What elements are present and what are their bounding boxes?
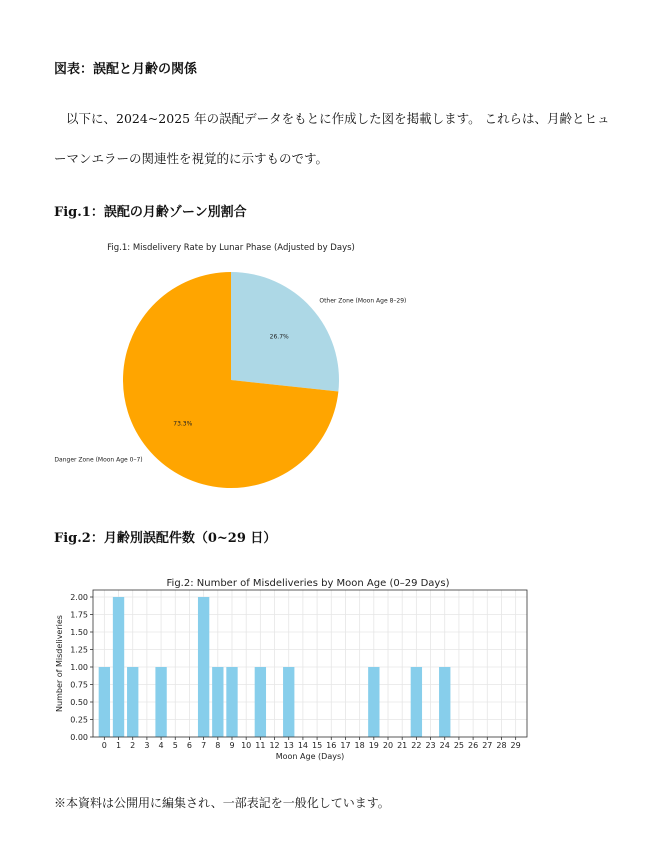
pie-slice-percent-label: 73.3% — [173, 420, 193, 428]
bar — [283, 667, 294, 737]
x-tick-label: 15 — [311, 741, 323, 750]
pie-slice-label: Danger Zone (Moon Age 0–7) — [54, 456, 143, 464]
x-tick-label: 25 — [453, 741, 465, 750]
bar — [411, 667, 422, 737]
x-tick-label: 4 — [158, 741, 164, 750]
x-tick-label: 17 — [340, 741, 351, 750]
bar-chart-title: Fig.2: Number of Misdeliveries by Moon Age (0–29 Days) — [166, 578, 450, 589]
bar — [226, 667, 237, 737]
x-tick-label: 5 — [172, 741, 178, 750]
y-tick-label: 1.25 — [70, 645, 88, 655]
x-tick-label: 12 — [269, 741, 280, 750]
x-tick-label: 26 — [468, 741, 479, 750]
y-tick-label: 0.00 — [70, 733, 88, 742]
x-tick-label: 29 — [510, 741, 521, 750]
x-tick-label: 11 — [255, 741, 266, 750]
x-tick-label: 16 — [326, 741, 337, 750]
x-tick-label: 10 — [241, 741, 252, 750]
y-axis-label: Number of Misdeliveries — [55, 615, 64, 712]
intro-paragraph-line-1: 以下に、2024~2025 年の誤配データをもとに作成した図を掲載します。 これらは、月齢とヒュ — [66, 111, 610, 126]
x-tick-label: 14 — [297, 741, 309, 750]
x-tick-label: 18 — [354, 741, 365, 750]
x-tick-label: 6 — [186, 741, 192, 750]
bar — [99, 667, 110, 737]
x-tick-label: 22 — [411, 741, 422, 750]
x-tick-label: 27 — [482, 741, 493, 750]
x-tick-label: 24 — [439, 741, 450, 750]
pie-slice-percent-label: 26.7% — [269, 333, 289, 341]
x-tick-label: 13 — [283, 741, 294, 750]
x-tick-label: 9 — [229, 741, 235, 750]
pie-slice-label: Other Zone (Moon Age 8–29) — [319, 297, 407, 305]
figure-2-caption: Fig.2：月齢別誤配件数（0~29 日） — [54, 531, 277, 546]
x-tick-label: 21 — [397, 741, 408, 750]
y-tick-label: 0.75 — [70, 680, 88, 690]
pie-slice — [231, 272, 339, 392]
footnote: ※本資料は公開用に編集され、一部表記を一般化しています。 — [54, 796, 390, 810]
intro-paragraph-line-2: ーマンエラーの関連性を視覚的に示すものです。 — [54, 151, 329, 166]
x-tick-label: 0 — [101, 741, 107, 750]
bar — [198, 597, 209, 737]
x-tick-label: 1 — [115, 741, 122, 750]
pie-chart-title: Fig.1: Misdelivery Rate by Lunar Phase (Adjusted by Days) — [107, 243, 355, 253]
x-tick-label: 19 — [368, 741, 379, 750]
y-tick-label: 0.25 — [70, 715, 88, 725]
y-tick-label: 1.00 — [70, 663, 88, 672]
y-tick-label: 1.75 — [70, 610, 88, 620]
x-tick-label: 23 — [425, 741, 436, 750]
bar-chart — [0, 570, 665, 770]
x-tick-label: 28 — [496, 741, 507, 750]
x-tick-label: 8 — [215, 741, 221, 750]
bar — [368, 667, 379, 737]
x-tick-label: 3 — [144, 741, 150, 750]
y-tick-label: 0.50 — [70, 698, 88, 707]
bar — [439, 667, 450, 737]
y-tick-label: 1.50 — [70, 628, 88, 637]
figure-1-caption: Fig.1：誤配の月齢ゾーン別割合 — [54, 205, 247, 220]
bar — [127, 667, 138, 737]
bar — [255, 667, 266, 737]
x-tick-label: 7 — [201, 741, 207, 750]
pie-chart — [0, 230, 665, 500]
document-heading: 図表：誤配と月齢の関係 — [54, 62, 198, 77]
x-tick-label: 2 — [130, 741, 136, 750]
x-axis-label: Moon Age (Days) — [275, 752, 345, 761]
bar — [212, 667, 223, 737]
y-tick-label: 2.00 — [70, 593, 88, 602]
bar — [155, 667, 166, 737]
bar — [113, 597, 124, 737]
x-tick-label: 20 — [382, 741, 394, 750]
